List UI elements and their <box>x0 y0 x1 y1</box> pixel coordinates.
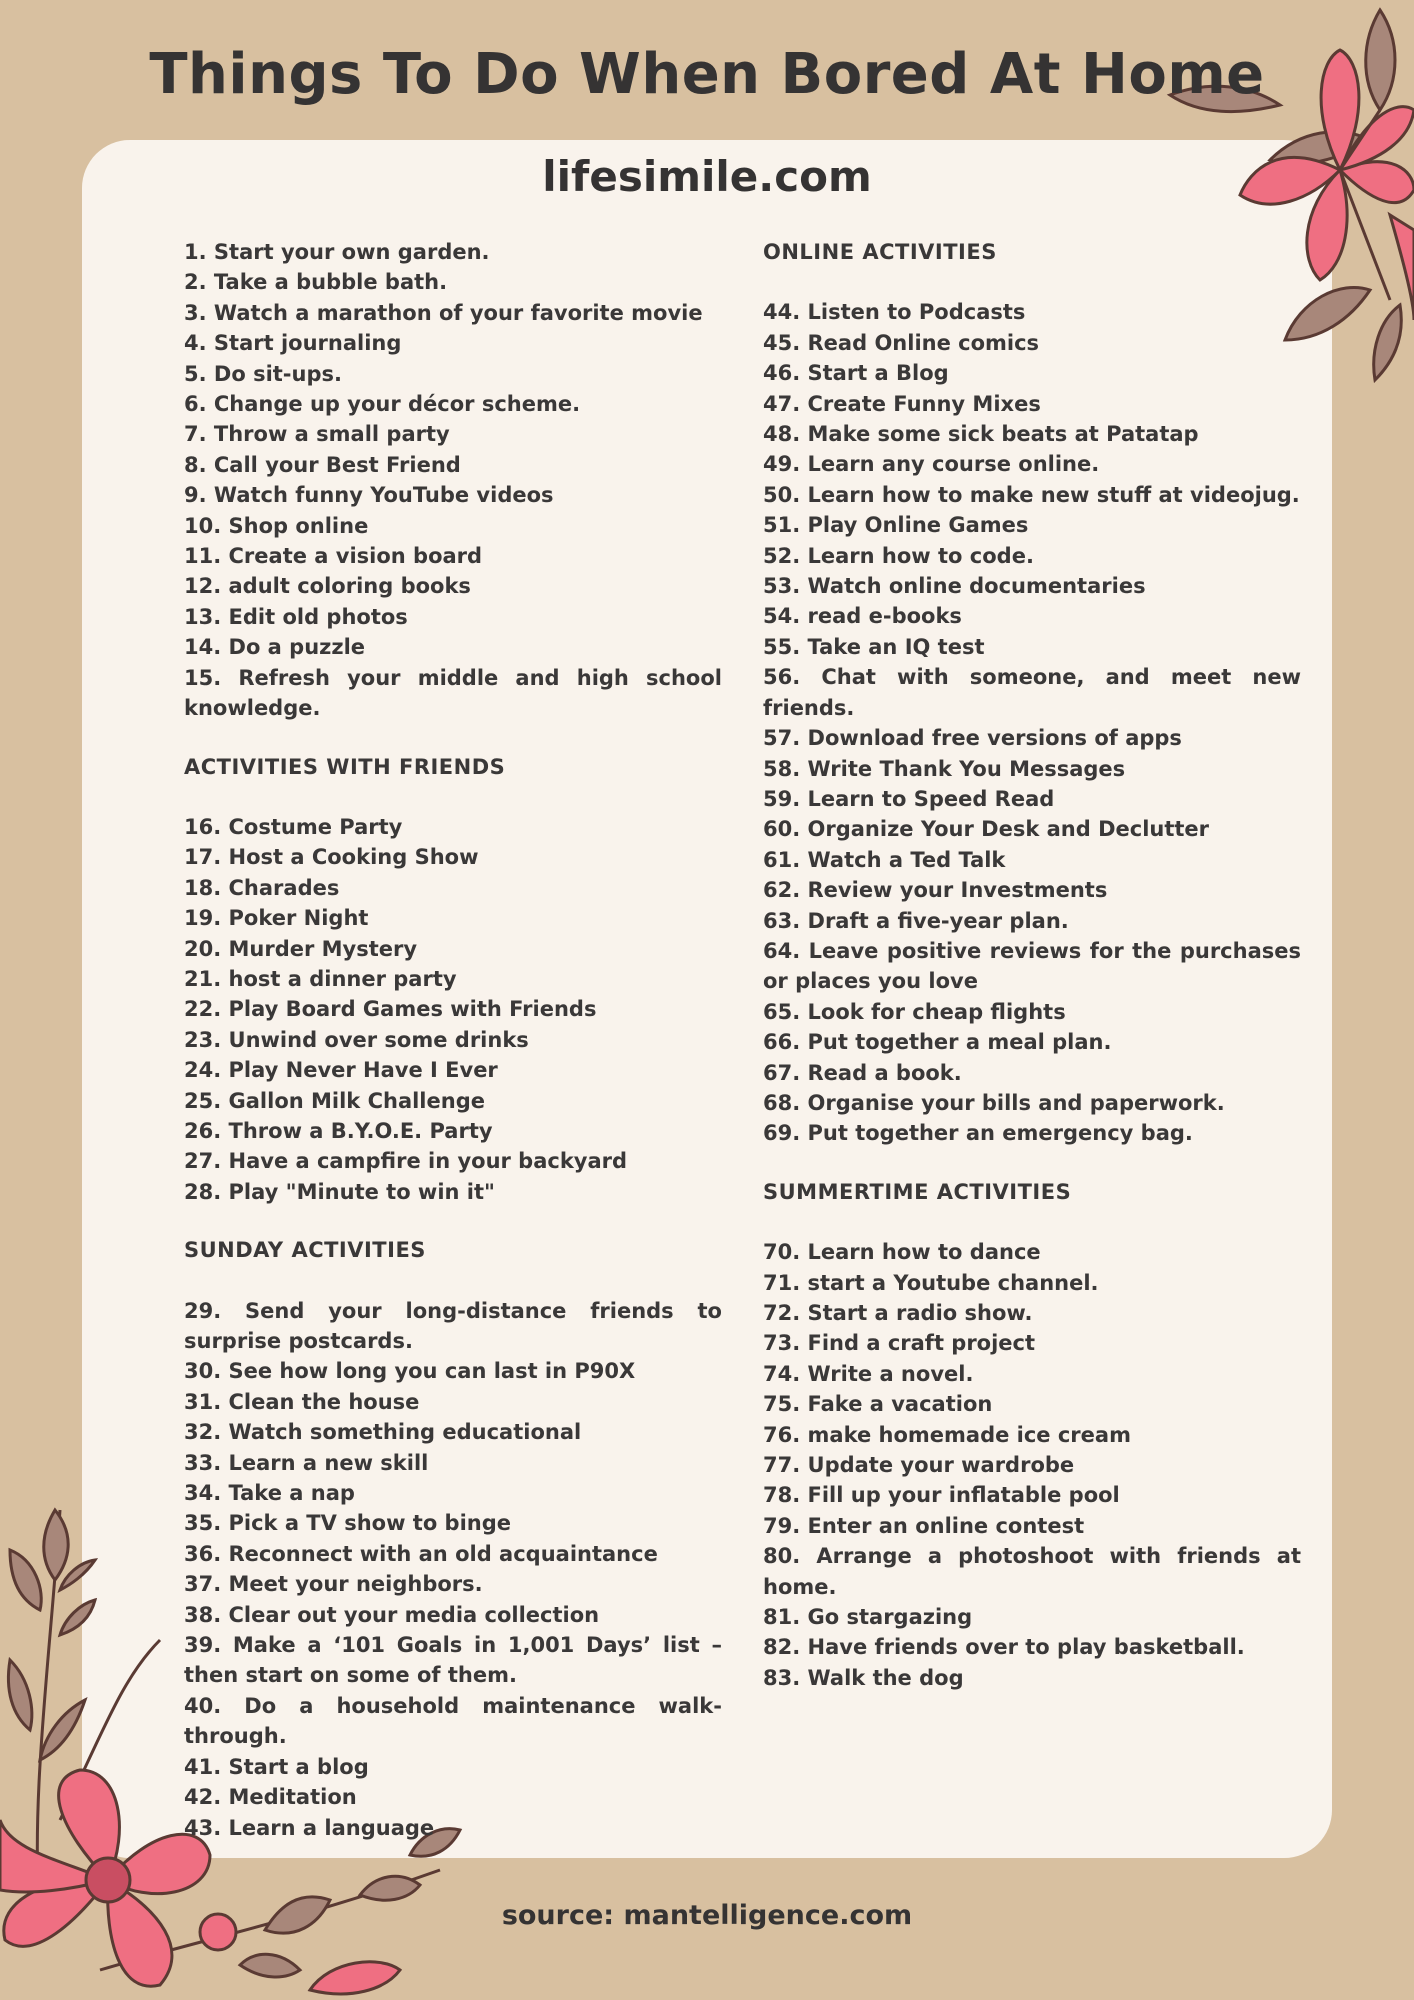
list-item: 20. Murder Mystery <box>184 936 418 961</box>
list-item: 6. Change up your décor scheme. <box>184 392 581 417</box>
list-item: 32. Watch something educational <box>184 1420 582 1445</box>
list-item: 46. Start a Blog <box>763 361 949 386</box>
list-item: 7. Throw a small party <box>184 422 450 447</box>
list-item: 11. Create a vision board <box>184 544 483 569</box>
list-item: 10. Shop online <box>184 513 369 538</box>
list-item: 52. Learn how to code. <box>763 543 1034 568</box>
list-item: 61. Watch a Ted Talk <box>763 847 1006 872</box>
list-item: 8. Call your Best Friend <box>184 452 461 477</box>
list-item: 44. Listen to Podcasts <box>763 300 1026 325</box>
list-item: 21. host a dinner party <box>184 966 457 991</box>
list-item: 70. Learn how to dance <box>763 1240 1041 1265</box>
list-item: 29. Send your long-distance friends to surprise postcards. <box>184 1298 722 1353</box>
list-item: 63. Draft a five-year plan. <box>763 908 1069 933</box>
list-item: 14. Do a puzzle <box>184 635 366 660</box>
list-item: 51. Play Online Games <box>763 513 1029 538</box>
list-item: 58. Write Thank You Messages <box>763 756 1126 781</box>
section-heading-friends: ACTIVITIES WITH FRIENDS <box>184 754 506 779</box>
list-item: 57. Download free versions of apps <box>763 726 1182 751</box>
list-item: 36. Reconnect with an old acquaintance <box>184 1541 658 1566</box>
list-item: 47. Create Funny Mixes <box>763 391 1041 416</box>
list-item: 30. See how long you can last in P90X <box>184 1359 636 1384</box>
list-item: 2. Take a bubble bath. <box>184 270 448 295</box>
list-item: 28. Play "Minute to win it" <box>184 1179 495 1204</box>
list-item: 41. Start a blog <box>184 1754 369 1779</box>
list-item: 5. Do sit-ups. <box>184 361 342 386</box>
list-item: 81. Go stargazing <box>763 1605 973 1630</box>
list-item: 50. Learn how to make new stuff at videojug. <box>763 482 1300 507</box>
list-item: 75. Fake a vacation <box>763 1392 993 1417</box>
list-item: 83. Walk the dog <box>763 1665 964 1690</box>
list-item: 17. Host a Cooking Show <box>184 845 479 870</box>
list-item: 43. Learn a language <box>184 1815 435 1840</box>
list-item: 68. Organise your bills and paperwork. <box>763 1090 1225 1115</box>
site-name: lifesimile.com <box>542 152 872 201</box>
list-item: 78. Fill up your inflatable pool <box>763 1483 1120 1508</box>
list-item: 33. Learn a new skill <box>184 1450 429 1475</box>
list-item: 25. Gallon Milk Challenge <box>184 1088 485 1113</box>
list-item: 74. Write a novel. <box>763 1361 974 1386</box>
list-item: 60. Organize Your Desk and Declutter <box>763 817 1210 842</box>
list-item: 45. Read Online comics <box>763 330 1040 355</box>
list-item: 22. Play Board Games with Friends <box>184 997 597 1022</box>
section-heading-summer: SUMMERTIME ACTIVITIES <box>763 1179 1072 1204</box>
list-item: 66. Put together a meal plan. <box>763 1030 1112 1055</box>
list-item: 38. Clear out your media collection <box>184 1602 600 1627</box>
list-item: 31. Clean the house <box>184 1389 420 1414</box>
list-item: 67. Read a book. <box>763 1060 962 1085</box>
list-item: 34. Take a nap <box>184 1481 355 1506</box>
list-item: 3. Watch a marathon of your favorite movie <box>184 300 703 325</box>
list-item: 9. Watch funny YouTube videos <box>184 483 554 508</box>
list-item: 49. Learn any course online. <box>763 452 1100 477</box>
list-item: 82. Have friends over to play basketball. <box>763 1635 1245 1660</box>
list-item: 1. Start your own garden. <box>184 240 490 264</box>
list-item: 72. Start a radio show. <box>763 1301 1033 1325</box>
left-column <box>184 237 722 1843</box>
list-item: 80. Arrange a photoshoot with friends at home. <box>763 1544 1301 1599</box>
list-item: 76. make homemade ice cream <box>763 1422 1131 1447</box>
list-item: 71. start a Youtube channel. <box>763 1270 1099 1295</box>
list-item: 40. Do a household maintenance walk-through. <box>184 1693 722 1749</box>
list-item: 48. Make some sick beats at Patatap <box>763 422 1199 447</box>
section-heading-sunday: SUNDAY ACTIVITIES <box>184 1238 426 1263</box>
list-item: 15. Refresh your middle and high school knowledge. <box>184 665 722 721</box>
right-column <box>763 237 1301 1693</box>
list-item: 62. Review your Investments <box>763 878 1108 903</box>
list-item: 73. Find a craft project <box>763 1331 1036 1356</box>
list-item: 55. Take an IQ test <box>763 634 985 659</box>
list-item: 24. Play Never Have I Ever <box>184 1058 498 1083</box>
list-item: 79. Enter an online contest <box>763 1513 1085 1538</box>
list-item: 56. Chat with someone, and meet new friends. <box>763 665 1301 720</box>
list-item: 26. Throw a B.Y.O.E. Party <box>184 1118 493 1143</box>
list-item: 59. Learn to Speed Read <box>763 786 1055 811</box>
list-item: 13. Edit old photos <box>184 604 408 629</box>
list-item: 69. Put together an emergency bag. <box>763 1121 1193 1146</box>
list-item: 37. Meet your neighbors. <box>184 1572 483 1597</box>
list-item: 12. adult coloring books <box>184 574 471 599</box>
list-item: 18. Charades <box>184 875 340 900</box>
list-item: 39. Make a ‘101 Goals in 1,001 Days’ list – then start on some of them. <box>184 1633 722 1688</box>
list-item: 23. Unwind over some drinks <box>184 1027 529 1052</box>
list-item: 4. Start journaling <box>184 331 402 356</box>
list-item: 77. Update your wardrobe <box>763 1453 1075 1478</box>
list-item: 64. Leave positive reviews for the purchases or places you love <box>763 938 1301 994</box>
source-credit: source: mantelligence.com <box>501 1900 913 1931</box>
list-item: 27. Have a campfire in your backyard <box>184 1149 628 1174</box>
section-heading-online: ONLINE ACTIVITIES <box>763 240 997 264</box>
list-item: 35. Pick a TV show to binge <box>184 1511 512 1536</box>
list-item: 54. read e-books <box>763 604 962 629</box>
list-item: 65. Look for cheap flights <box>763 999 1066 1024</box>
page-title: Things To Do When Bored At Home <box>149 42 1265 107</box>
list-item: 53. Watch online documentaries <box>763 574 1146 599</box>
list-item: 16. Costume Party <box>184 814 403 839</box>
list-item: 19. Poker Night <box>184 906 369 931</box>
list-item: 42. Meditation <box>184 1785 357 1810</box>
